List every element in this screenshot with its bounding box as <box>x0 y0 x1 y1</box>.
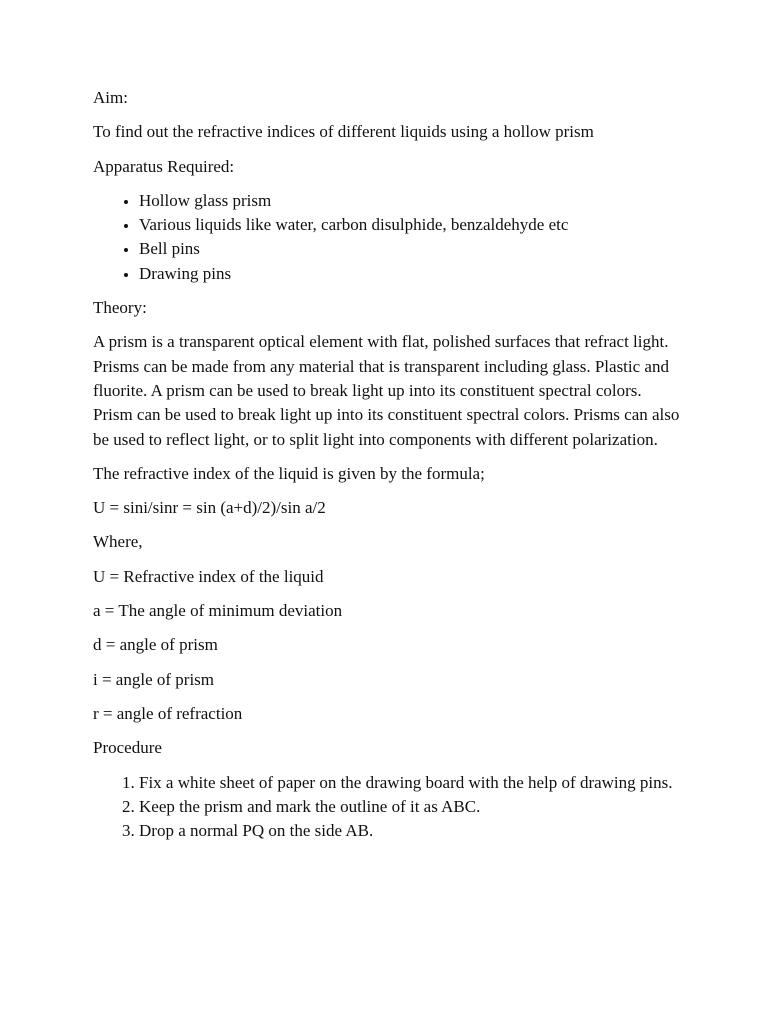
apparatus-item: • Drawing pins <box>139 262 683 286</box>
apparatus-list <box>93 189 683 286</box>
apparatus-item: • Hollow glass prism <box>139 189 683 213</box>
formula: U = sini/sinr = sin (a+d)/2)/sin a/2 <box>93 498 326 518</box>
apparatus-item: • Bell pins <box>139 237 683 261</box>
theory-text: A prism is a transparent optical element with flat, polished surfaces that refract light. Prisms can be made from any material that is transparent including glass. Plastic and fluorite. A prism can be used to break light up into its constituent spectral colors. Prism can be used to break light up into its constituent spectral colors. Prisms can also be used to reflect light, or to split light into components with different polarization. <box>93 332 680 449</box>
definition-item: i = angle of prism <box>93 669 215 689</box>
document-page <box>93 86 683 853</box>
aim-heading: Aim: <box>93 88 128 107</box>
apparatus-item: • Various liquids like water, carbon disulphide, benzaldehyde etc <box>139 213 683 237</box>
theory-heading: Theory: <box>93 298 147 318</box>
aim-text: To find out the refractive indices of different liquids using a hollow prism <box>93 122 594 142</box>
definition-item: U = Refractive index of the liquid <box>93 566 324 586</box>
procedure-heading: Procedure <box>93 738 162 758</box>
apparatus-heading: Apparatus Required: <box>93 156 235 176</box>
where-label: Where, <box>93 532 143 552</box>
procedure-step: 3. Drop a normal PQ on the side AB. <box>139 819 683 843</box>
procedure-step: 2. Keep the prism and mark the outline of it as ABC. <box>139 795 683 819</box>
procedure-step: 1. Fix a white sheet of paper on the drawing board with the help of drawing pins. <box>139 771 683 795</box>
definition-item: d = angle of prism <box>93 635 218 655</box>
definition-item: a = The angle of minimum deviation <box>93 601 343 621</box>
formula-intro: The refractive index of the liquid is given by the formula; <box>93 463 485 483</box>
procedure-list <box>93 771 683 844</box>
definition-item: r = angle of refraction <box>93 703 243 723</box>
